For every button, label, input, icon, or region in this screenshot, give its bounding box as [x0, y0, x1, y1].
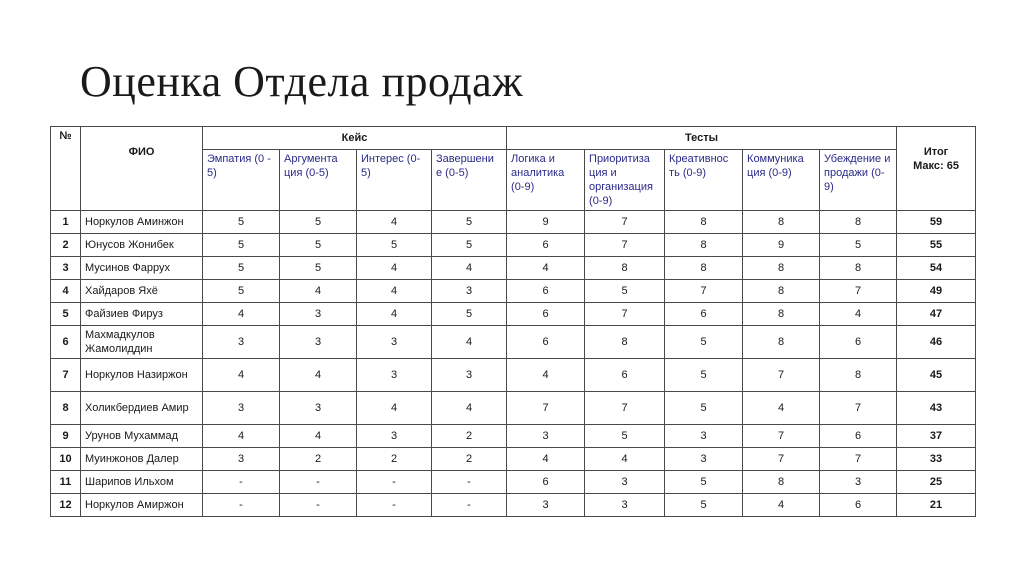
score-cell: 7 [585, 303, 665, 326]
score-cell: 7 [820, 448, 897, 471]
score-cell: 6 [820, 425, 897, 448]
table-row [51, 359, 976, 392]
score-cell: - [357, 494, 432, 517]
total-score: 59 [897, 211, 976, 234]
score-cell: 8 [743, 211, 820, 234]
score-cell: 2 [280, 448, 357, 471]
score-cell: 3 [203, 392, 280, 425]
total-score: 47 [897, 303, 976, 326]
score-cell: 3 [280, 392, 357, 425]
score-cell: 4 [280, 425, 357, 448]
score-cell: 7 [585, 234, 665, 257]
total-score: 37 [897, 425, 976, 448]
score-cell: 4 [203, 359, 280, 392]
score-cell: 6 [507, 471, 585, 494]
score-cell: 5 [820, 234, 897, 257]
score-cell: 3 [585, 494, 665, 517]
score-cell: 4 [357, 257, 432, 280]
score-cell: - [280, 494, 357, 517]
score-cell: 8 [820, 211, 897, 234]
score-cell: 8 [743, 303, 820, 326]
score-cell: 7 [507, 392, 585, 425]
row-number: 10 [51, 448, 81, 471]
score-cell: 3 [820, 471, 897, 494]
score-cell: - [357, 471, 432, 494]
col-header-argumentation: Аргумента ция (0-5) [280, 150, 357, 211]
score-cell: 5 [665, 392, 743, 425]
score-cell: 7 [743, 448, 820, 471]
score-cell: 3 [357, 425, 432, 448]
table-row [51, 326, 976, 359]
score-cell: 6 [507, 326, 585, 359]
score-cell: - [203, 471, 280, 494]
score-cell: 3 [203, 448, 280, 471]
score-cell: 4 [357, 211, 432, 234]
total-score: 33 [897, 448, 976, 471]
employee-name: Хайдаров Яхё [81, 280, 203, 303]
score-cell: 3 [432, 280, 507, 303]
score-cell: 5 [203, 211, 280, 234]
score-cell: 4 [743, 494, 820, 517]
score-cell: 5 [585, 425, 665, 448]
score-cell: - [432, 471, 507, 494]
col-header-fio: ФИО [81, 127, 203, 211]
total-score: 25 [897, 471, 976, 494]
score-cell: 8 [743, 326, 820, 359]
table-row [51, 494, 976, 517]
col-header-interest: Интерес (0-5) [357, 150, 432, 211]
employee-name: Шарипов Ильхом [81, 471, 203, 494]
header-row-groups [51, 127, 976, 150]
score-cell: 5 [280, 234, 357, 257]
row-number: 11 [51, 471, 81, 494]
score-cell: 4 [507, 448, 585, 471]
score-cell: 5 [203, 234, 280, 257]
col-header-no: № [51, 127, 81, 211]
employee-name: Махмадкулов Жамолиддин [81, 326, 203, 359]
total-score: 49 [897, 280, 976, 303]
score-cell: 5 [665, 471, 743, 494]
employee-name: Файзиев Фируз [81, 303, 203, 326]
row-number: 6 [51, 326, 81, 359]
score-cell: 3 [665, 425, 743, 448]
score-cell: 6 [820, 494, 897, 517]
score-cell: 3 [357, 359, 432, 392]
total-score: 54 [897, 257, 976, 280]
score-cell: 4 [585, 448, 665, 471]
score-cell: 8 [665, 211, 743, 234]
table-row [51, 257, 976, 280]
score-cell: 7 [665, 280, 743, 303]
slide-title: Оценка Отдела продаж [80, 57, 524, 106]
total-score: 45 [897, 359, 976, 392]
score-cell: 9 [743, 234, 820, 257]
score-cell: 5 [432, 211, 507, 234]
table-row [51, 425, 976, 448]
score-cell: 5 [280, 211, 357, 234]
score-cell: 8 [743, 280, 820, 303]
row-number: 12 [51, 494, 81, 517]
table-row [51, 234, 976, 257]
score-cell: 4 [820, 303, 897, 326]
score-cell: 8 [743, 471, 820, 494]
table-row [51, 392, 976, 425]
score-cell: 8 [743, 257, 820, 280]
row-number: 9 [51, 425, 81, 448]
score-cell: 4 [203, 303, 280, 326]
score-cell: 9 [507, 211, 585, 234]
score-cell: 4 [357, 303, 432, 326]
col-header-communication: Коммуника ция (0-9) [743, 150, 820, 211]
employee-name: Норкулов Аминжон [81, 211, 203, 234]
table-row [51, 303, 976, 326]
score-cell: 4 [280, 359, 357, 392]
employee-name: Урунов Мухаммад [81, 425, 203, 448]
score-cell: 4 [357, 280, 432, 303]
score-cell: 5 [280, 257, 357, 280]
table-row [51, 211, 976, 234]
score-cell: 2 [432, 448, 507, 471]
score-cell: - [203, 494, 280, 517]
score-cell: 6 [507, 234, 585, 257]
row-number: 4 [51, 280, 81, 303]
score-cell: 8 [820, 257, 897, 280]
col-header-logic: Логика и аналитика (0-9) [507, 150, 585, 211]
score-cell: 4 [507, 359, 585, 392]
score-cell: 4 [507, 257, 585, 280]
score-cell: 6 [665, 303, 743, 326]
score-cell: 5 [357, 234, 432, 257]
total-score: 43 [897, 392, 976, 425]
score-cell: 3 [585, 471, 665, 494]
row-number: 8 [51, 392, 81, 425]
score-cell: 4 [280, 280, 357, 303]
score-cell: 3 [357, 326, 432, 359]
row-number: 2 [51, 234, 81, 257]
group-header-tests: Тесты [507, 127, 897, 150]
score-cell: 2 [357, 448, 432, 471]
score-cell: 6 [507, 280, 585, 303]
employee-name: Холикбердиев Амир [81, 392, 203, 425]
score-cell: 4 [432, 257, 507, 280]
score-cell: 8 [665, 257, 743, 280]
score-cell: 4 [357, 392, 432, 425]
score-cell: - [280, 471, 357, 494]
score-cell: 7 [820, 280, 897, 303]
employee-name: Норкулов Амиржон [81, 494, 203, 517]
score-cell: 3 [665, 448, 743, 471]
row-number: 5 [51, 303, 81, 326]
score-cell: 3 [280, 303, 357, 326]
score-cell: 4 [432, 326, 507, 359]
score-cell: 2 [432, 425, 507, 448]
col-header-empathy: Эмпатия (0 - 5) [203, 150, 280, 211]
score-cell: 7 [820, 392, 897, 425]
table-row [51, 448, 976, 471]
score-cell: 5 [432, 234, 507, 257]
score-cell: 8 [585, 257, 665, 280]
score-cell: 4 [432, 392, 507, 425]
score-cell: 5 [665, 494, 743, 517]
employee-name: Норкулов Назиржон [81, 359, 203, 392]
group-header-case: Кейс [203, 127, 507, 150]
score-cell: 3 [432, 359, 507, 392]
score-cell: 7 [585, 392, 665, 425]
score-cell: 5 [585, 280, 665, 303]
score-cell: 5 [203, 280, 280, 303]
score-cell: 5 [665, 326, 743, 359]
total-score: 55 [897, 234, 976, 257]
score-cell: 8 [585, 326, 665, 359]
total-score: 46 [897, 326, 976, 359]
score-cell: 5 [432, 303, 507, 326]
score-cell: 3 [507, 425, 585, 448]
col-header-total: Итог Макс: 65 [897, 127, 976, 211]
score-cell: 7 [743, 425, 820, 448]
score-cell: 7 [743, 359, 820, 392]
score-cell: 8 [665, 234, 743, 257]
score-cell: 3 [280, 326, 357, 359]
row-number: 7 [51, 359, 81, 392]
score-cell: 4 [743, 392, 820, 425]
score-cell: 4 [203, 425, 280, 448]
col-header-prioritization: Приоритиза ция и организация (0-9) [585, 150, 665, 211]
sales-evaluation-table [50, 126, 976, 517]
employee-name: Юнусов Жонибек [81, 234, 203, 257]
total-score: 21 [897, 494, 976, 517]
col-header-persuasion: Убеждение и продажи (0-9) [820, 150, 897, 211]
score-cell: 8 [820, 359, 897, 392]
col-header-closing: Завершени е (0-5) [432, 150, 507, 211]
score-cell: 5 [203, 257, 280, 280]
score-cell: 3 [507, 494, 585, 517]
score-cell: 6 [585, 359, 665, 392]
score-cell: 5 [665, 359, 743, 392]
table-row [51, 471, 976, 494]
employee-name: Муинжонов Далер [81, 448, 203, 471]
score-cell: 3 [203, 326, 280, 359]
score-cell: 6 [820, 326, 897, 359]
table-row [51, 280, 976, 303]
row-number: 3 [51, 257, 81, 280]
col-header-creativity: Креативнос ть (0-9) [665, 150, 743, 211]
employee-name: Мусинов Фаррух [81, 257, 203, 280]
score-cell: - [432, 494, 507, 517]
score-cell: 6 [507, 303, 585, 326]
row-number: 1 [51, 211, 81, 234]
score-cell: 7 [585, 211, 665, 234]
